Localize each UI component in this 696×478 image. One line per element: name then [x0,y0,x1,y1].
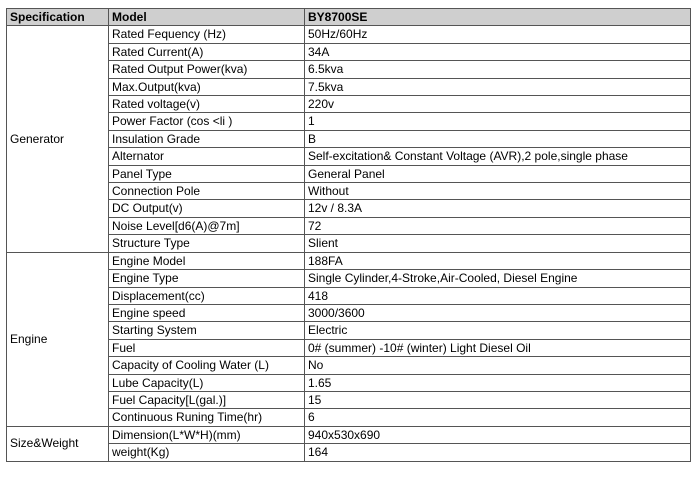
spec-value: 50Hz/60Hz [305,26,691,43]
spec-value: 3000/3600 [305,304,691,321]
table-row [7,130,691,147]
table-row [7,252,691,269]
header-model-value: BY8700SE [305,9,691,26]
spec-label: Engine speed [109,304,305,321]
spec-value: 418 [305,287,691,304]
spec-value: Without [305,183,691,200]
spec-label: Dimension(L*W*H)(mm) [109,426,305,443]
spec-value: 34A [305,43,691,60]
table-row [7,304,691,321]
spec-label: Fuel [109,339,305,356]
spec-label: Insulation Grade [109,130,305,147]
spec-body [7,26,691,461]
spec-value: 15 [305,391,691,408]
table-row [7,444,691,461]
table-row [7,426,691,443]
spec-label: weight(Kg) [109,444,305,461]
spec-value: 188FA [305,252,691,269]
spec-table [6,8,691,462]
group-label: Engine [7,252,109,426]
spec-label: Alternator [109,148,305,165]
spec-label: Displacement(cc) [109,287,305,304]
table-row [7,235,691,252]
table-row [7,96,691,113]
spec-value: General Panel [305,165,691,182]
spec-value: 164 [305,444,691,461]
table-row [7,61,691,78]
spec-label: Noise Level[d6(A)@7m] [109,217,305,234]
spec-value: 1 [305,113,691,130]
spec-value: No [305,357,691,374]
spec-value: 940x530x690 [305,426,691,443]
spec-value: 7.5kva [305,78,691,95]
spec-label: DC Output(v) [109,200,305,217]
spec-label: Rated Output Power(kva) [109,61,305,78]
table-row [7,409,691,426]
spec-label: Starting System [109,322,305,339]
spec-label: Lube Capacity(L) [109,374,305,391]
spec-label: Rated Current(A) [109,43,305,60]
group-label: Size&Weight [7,426,109,461]
spec-value: 1.65 [305,374,691,391]
table-row [7,391,691,408]
table-row [7,287,691,304]
spec-value: 0# (summer) -10# (winter) Light Diesel Oil [305,339,691,356]
spec-value: 220v [305,96,691,113]
header-specification: Specification [7,9,109,26]
spec-label: Structure Type [109,235,305,252]
spec-label: Capacity of Cooling Water (L) [109,357,305,374]
header-model: Model [109,9,305,26]
table-row [7,43,691,60]
table-row [7,217,691,234]
spec-label: Panel Type [109,165,305,182]
spec-label: Rated Fequency (Hz) [109,26,305,43]
header-row [7,9,691,26]
table-row [7,200,691,217]
spec-label: Power Factor (cos <li ) [109,113,305,130]
spec-value: 72 [305,217,691,234]
spec-value: 6 [305,409,691,426]
table-row [7,183,691,200]
spec-label: Continuous Runing Time(hr) [109,409,305,426]
spec-label: Engine Model [109,252,305,269]
spec-value: Electric [305,322,691,339]
spec-value: 12v / 8.3A [305,200,691,217]
table-row [7,148,691,165]
spec-label: Engine Type [109,270,305,287]
table-row [7,78,691,95]
table-row [7,165,691,182]
spec-label: Rated voltage(v) [109,96,305,113]
table-row [7,270,691,287]
table-row [7,339,691,356]
table-row [7,374,691,391]
spec-value: Single Cylinder,4-Stroke,Air-Cooled, Diesel Engine [305,270,691,287]
spec-label: Max.Output(kva) [109,78,305,95]
spec-value: Slient [305,235,691,252]
spec-label: Fuel Capacity[L(gal.)] [109,391,305,408]
spec-label: Connection Pole [109,183,305,200]
spec-value: Self-excitation& Constant Voltage (AVR),2 pole,single phase [305,148,691,165]
table-row [7,322,691,339]
table-row [7,26,691,43]
spec-value: B [305,130,691,147]
spec-value: 6.5kva [305,61,691,78]
table-row [7,113,691,130]
table-row [7,357,691,374]
group-label: Generator [7,26,109,252]
